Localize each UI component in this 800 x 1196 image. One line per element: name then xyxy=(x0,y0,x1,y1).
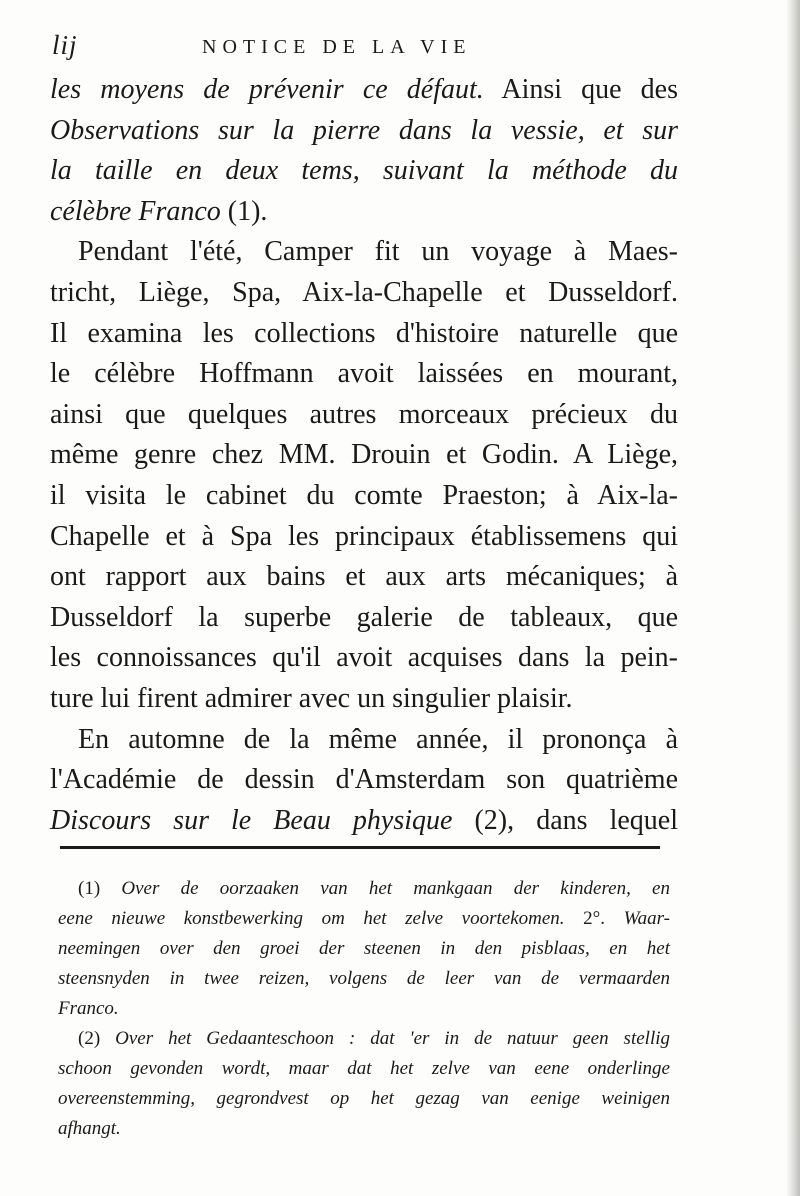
text-line: même genre chez MM. Drouin et Godin. A Liège, xyxy=(50,439,678,471)
text-line: les connoissances qu'il avoit acquises dans la pein- xyxy=(50,642,678,674)
footnote-text: Over de oorzaaken van het mankgaan der kinderen, en xyxy=(100,878,670,899)
page-header xyxy=(52,30,672,70)
text-italic: célèbre Franco xyxy=(50,195,221,227)
text-line: Pendant l'été, Camper fit un voyage à Maes- xyxy=(78,236,678,268)
footnotes xyxy=(58,874,670,1144)
text-line: Dusseldorf la superbe galerie de tableaux, que xyxy=(50,601,678,633)
text-line: Il examina les collections d'histoire naturelle que xyxy=(50,317,678,349)
text-roman: Ainsi que des xyxy=(483,74,679,105)
text-line xyxy=(50,151,678,192)
text-line: le célèbre Hoffmann avoit laissées en mourant, xyxy=(50,358,678,390)
footnote-line: neemingen over den groei der steenen in den pisblaas, en het xyxy=(58,938,670,959)
footnote-line: schoon gevonden wordt, maar dat het zelve van eene onderlinge xyxy=(58,1058,670,1079)
text-line: tricht, Liège, Spa, Aix-la-Chapelle et Dusseldorf. xyxy=(50,276,678,308)
footnote-ref: (1). xyxy=(220,195,268,227)
footnote-text: Waar- xyxy=(623,908,670,929)
footnote-line xyxy=(58,904,670,934)
footnote-marker: (2) xyxy=(78,1028,101,1049)
footnote-text: Over het Gedaanteschoon : dat 'er in de natuur geen stellig xyxy=(100,1028,670,1049)
text-italic: Observations sur la pierre dans la vessie, et sur xyxy=(50,114,678,146)
running-title: NOTICE DE LA VIE xyxy=(202,36,472,58)
footnote-line xyxy=(58,1024,670,1054)
footnote-line: Franco. xyxy=(58,998,119,1019)
footnote-rule xyxy=(60,846,660,849)
footnote-line xyxy=(58,874,670,904)
text-italic: les moyens de prévenir ce défaut. xyxy=(50,74,484,105)
text-line: En automne de la même année, il prononça à xyxy=(78,723,678,755)
text-line: ture lui firent admirer avec un singulier plaisir. xyxy=(50,682,573,714)
text-line: ainsi que quelques autres morceaux précieux du xyxy=(50,398,678,430)
text-line: l'Académie de dessin d'Amsterdam son quatrième xyxy=(50,764,678,796)
page-edge-shadow xyxy=(786,0,800,1196)
text-line xyxy=(50,70,678,111)
footnote-line: afhangt. xyxy=(58,1118,121,1139)
text-line xyxy=(50,111,678,152)
text-italic: la taille en deux tems, suivant la méthode du xyxy=(50,155,678,187)
text-roman: (2), dans lequel xyxy=(452,804,678,836)
footnote-number: 2°. xyxy=(564,908,624,929)
text-line xyxy=(50,801,678,842)
footnote-text: eene nieuwe konstbewerking om het zelve voortekomen. xyxy=(58,908,565,929)
text-line: Chapelle et à Spa les principaux établissemens qui xyxy=(50,520,678,552)
text-italic: Discours sur le Beau physique xyxy=(50,804,453,836)
text-line: ont rapport aux bains et aux arts mécaniques; à xyxy=(50,561,678,593)
footnote-line: steensnyden in twee reizen, volgens de leer van de vermaarden xyxy=(58,968,670,989)
footnote-marker: (1) xyxy=(78,878,101,899)
page-number: lij xyxy=(52,30,78,60)
text-line: il visita le cabinet du comte Praeston; à Aix-la- xyxy=(50,479,678,511)
main-text xyxy=(50,70,678,841)
text-line xyxy=(50,192,678,233)
footnote-line: overeenstemming, gegrondvest op het gezag van eenige weinigen xyxy=(58,1088,670,1109)
